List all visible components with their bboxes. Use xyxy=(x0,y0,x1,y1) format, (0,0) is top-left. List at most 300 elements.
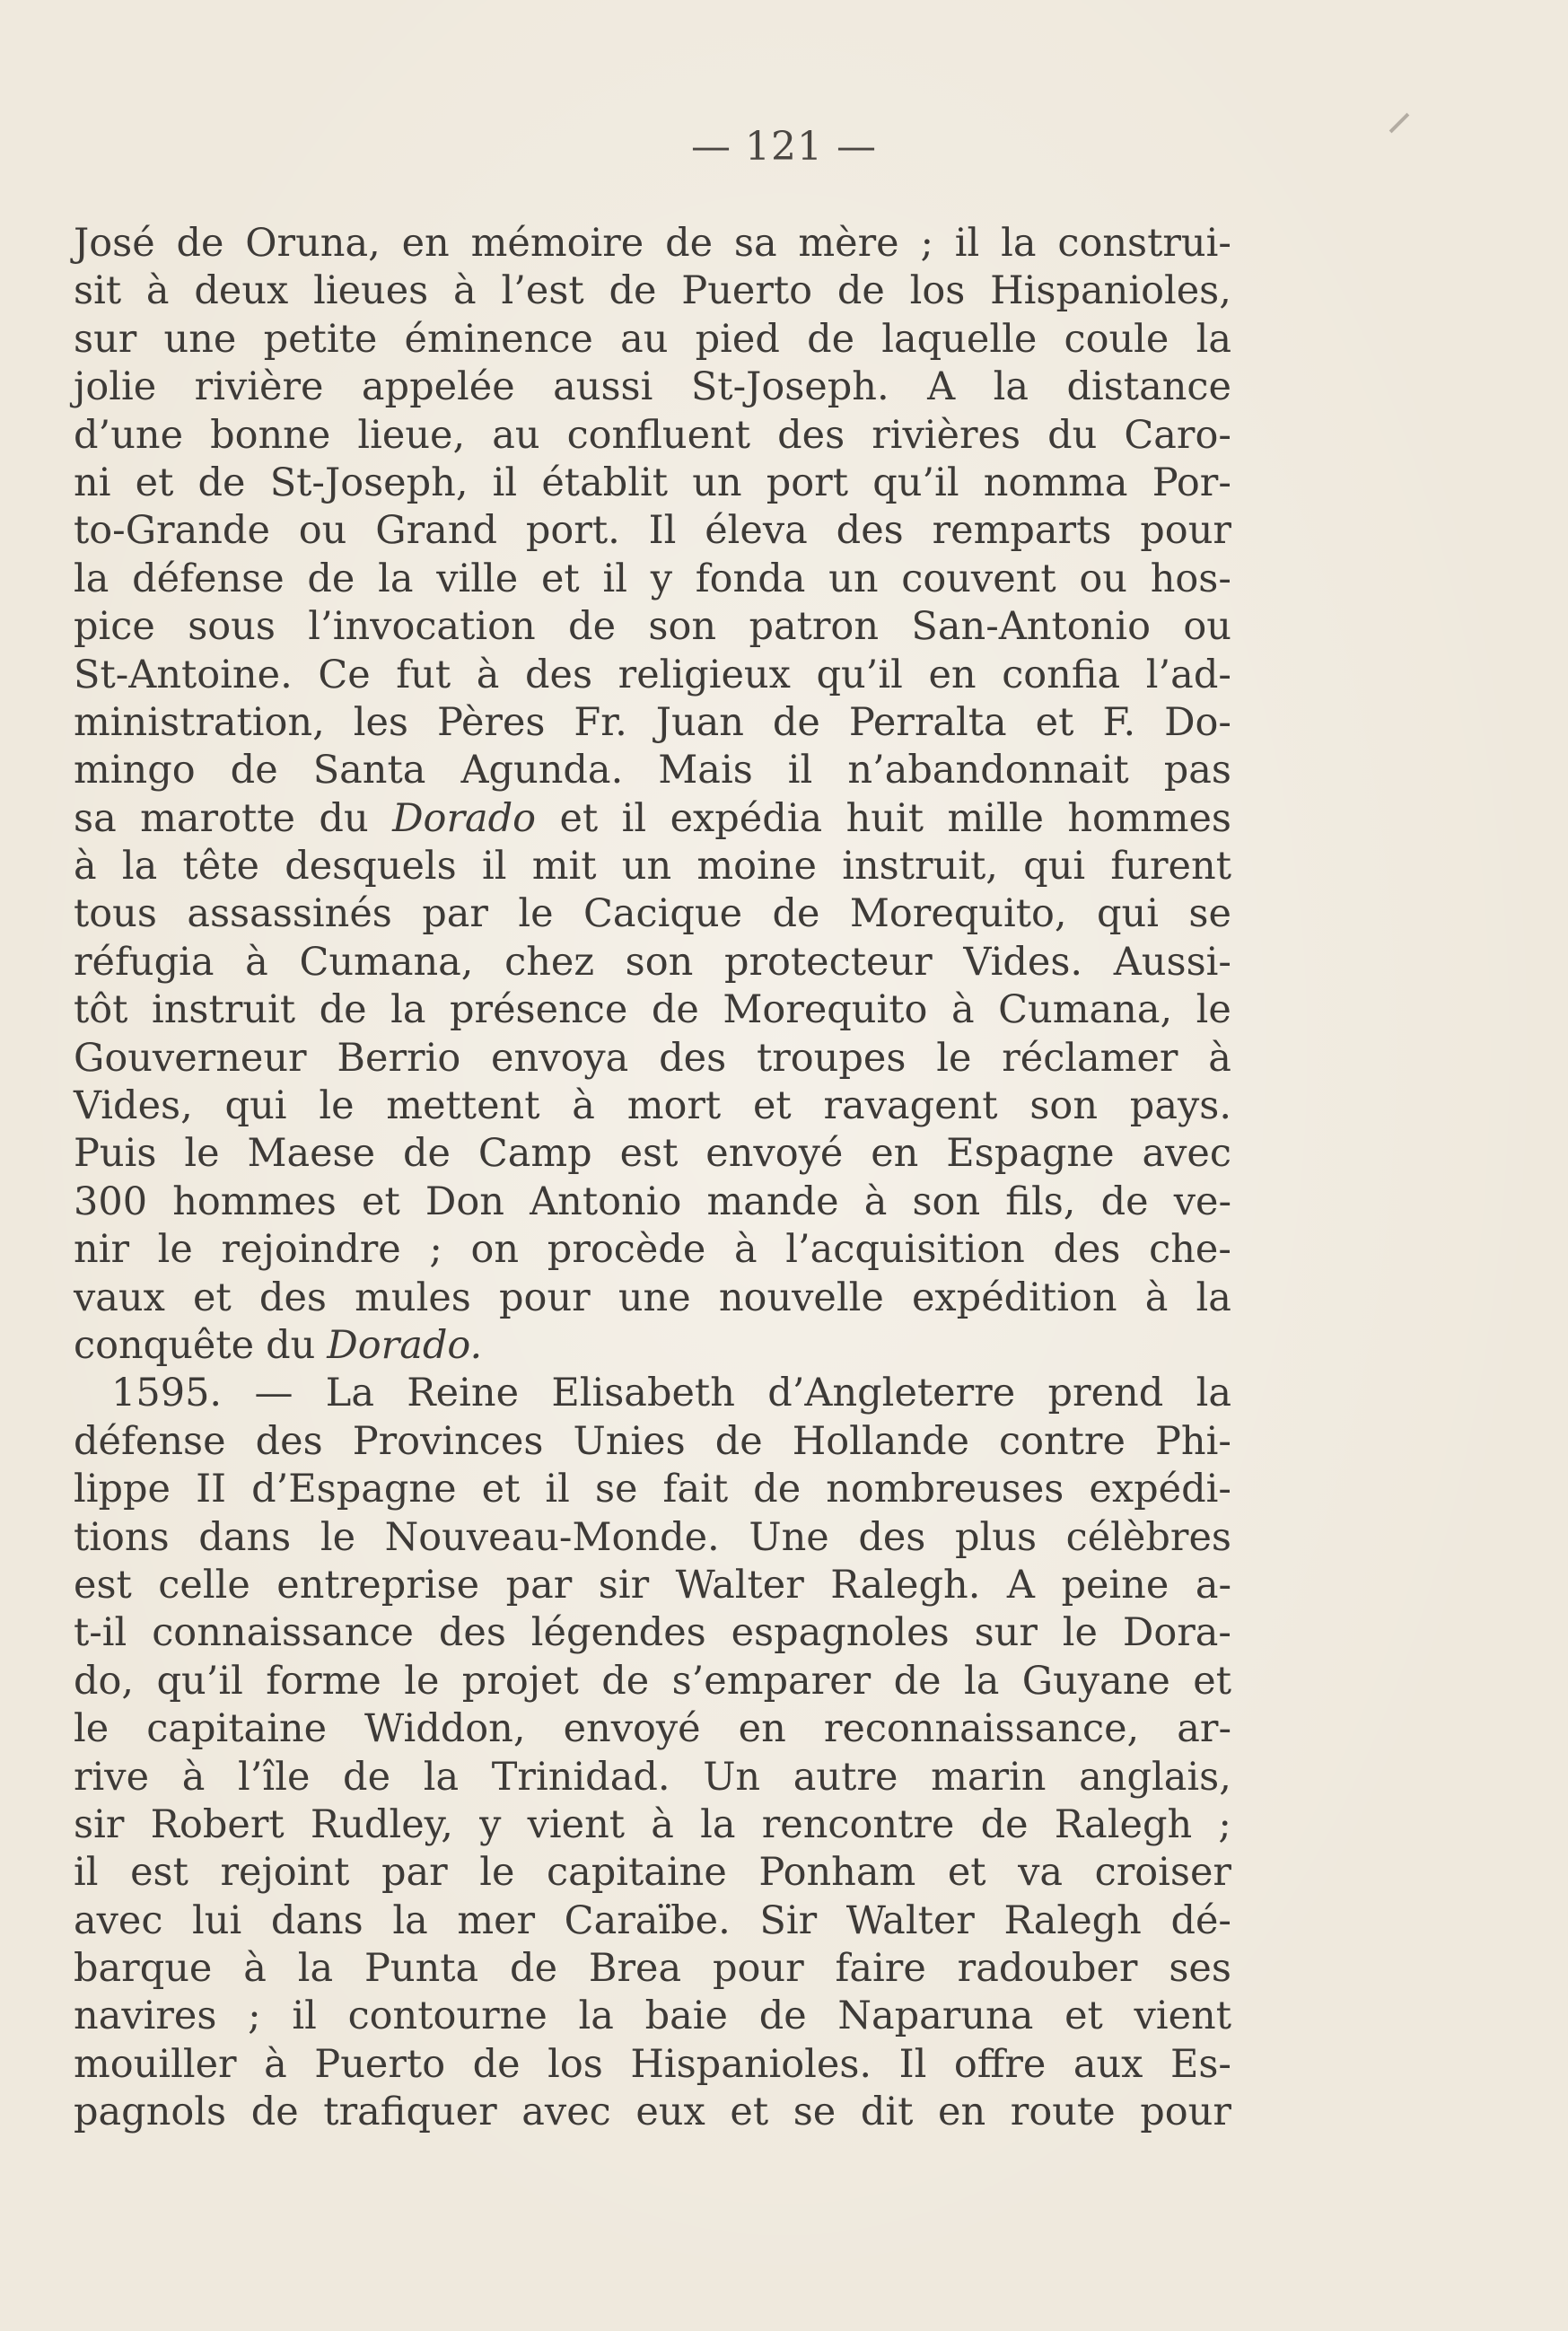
text-line xyxy=(74,1514,1231,1562)
word: Brea xyxy=(588,1946,682,1992)
word: établit xyxy=(541,460,669,505)
word: Provinces xyxy=(352,1418,544,1464)
word: la xyxy=(1196,1371,1231,1416)
word: trafiquer xyxy=(323,2090,497,2135)
word: en xyxy=(401,221,450,266)
word: qui xyxy=(1096,891,1159,937)
word: des xyxy=(858,1514,926,1560)
word: des xyxy=(525,652,593,697)
word: laquelle xyxy=(881,316,1038,362)
word: pied xyxy=(695,316,780,362)
word: sa xyxy=(74,795,117,841)
word: ; xyxy=(429,1227,442,1273)
text-line xyxy=(74,220,1231,267)
word: par xyxy=(422,891,488,937)
word: hommes xyxy=(172,1179,337,1224)
word: va xyxy=(1018,1850,1064,1896)
word: ; xyxy=(1218,1801,1231,1847)
word: Unies xyxy=(573,1418,686,1464)
word: reconnaissance, xyxy=(823,1706,1140,1752)
word: le xyxy=(74,1706,109,1752)
word: et xyxy=(730,2090,769,2135)
word: avec xyxy=(521,2090,611,2135)
word: offre xyxy=(953,2041,1047,2087)
word: rivières xyxy=(872,412,1021,458)
word: pice xyxy=(74,604,155,650)
word: Caraïbe. xyxy=(564,1897,731,1943)
word: la xyxy=(423,1754,460,1800)
word: la xyxy=(390,987,426,1033)
word: lieue, xyxy=(357,412,466,458)
word: l’ad- xyxy=(1145,652,1231,697)
word: de xyxy=(807,316,855,362)
word: Puerto xyxy=(314,2041,446,2087)
word: qu’il xyxy=(156,1658,243,1704)
word: Walter xyxy=(675,1562,804,1608)
word: y xyxy=(650,556,672,601)
word: assassinés xyxy=(187,891,392,937)
word: remparts xyxy=(932,508,1112,554)
word: ministration, xyxy=(74,699,325,745)
word: fut xyxy=(396,652,451,697)
word: avec xyxy=(1142,1131,1231,1177)
word: Caro- xyxy=(1124,412,1231,458)
word: che- xyxy=(1149,1227,1231,1273)
word: rejoint xyxy=(220,1850,350,1896)
word: Espagne xyxy=(946,1131,1115,1177)
word: Gouverneur xyxy=(74,1035,307,1081)
word: faire xyxy=(835,1946,926,1992)
word: réfugia xyxy=(74,939,215,985)
word: et xyxy=(1035,699,1074,745)
word: par xyxy=(505,1562,573,1608)
word: de xyxy=(250,2090,299,2135)
word: St-Joseph, xyxy=(269,460,469,505)
word: le xyxy=(404,1658,440,1704)
word: expédition xyxy=(911,1275,1117,1320)
text-line xyxy=(74,1035,1231,1082)
word: en xyxy=(738,1706,786,1752)
word: Camp xyxy=(477,1131,592,1177)
word: desquels xyxy=(285,844,457,889)
word: nomma xyxy=(983,460,1128,505)
word: construi- xyxy=(1057,221,1231,266)
word: Es- xyxy=(1169,2041,1231,2087)
word: procède xyxy=(547,1227,706,1273)
text-line xyxy=(74,364,1231,411)
word: à xyxy=(145,268,170,314)
word: envoyé xyxy=(563,1706,701,1752)
text-line xyxy=(74,1466,1231,1513)
word: mer xyxy=(457,1897,536,1943)
word: vaux xyxy=(74,1275,165,1320)
word: tions xyxy=(74,1514,170,1560)
text-line xyxy=(74,603,1231,651)
word: rencontre xyxy=(761,1801,955,1847)
word: se xyxy=(594,1467,638,1512)
word: marotte xyxy=(140,795,295,841)
word: Pères xyxy=(436,699,546,745)
word: la xyxy=(578,1994,614,2039)
word: est xyxy=(74,1562,132,1608)
word: pour xyxy=(1140,508,1231,554)
word: Widdon, xyxy=(364,1706,526,1752)
word: Perralta xyxy=(848,699,1007,745)
word: la xyxy=(121,844,158,889)
word: Dora- xyxy=(1122,1610,1231,1656)
text-line xyxy=(74,2041,1231,2089)
word: sir xyxy=(74,1801,125,1847)
word: la xyxy=(1196,316,1231,362)
word: la xyxy=(993,364,1029,410)
word: tôt xyxy=(74,987,128,1033)
word: mémoire xyxy=(470,221,644,266)
word: y xyxy=(479,1801,502,1847)
word: d’Espagne xyxy=(251,1467,457,1512)
word: Puerto xyxy=(681,268,813,314)
text-line xyxy=(74,699,1231,747)
word: anglais, xyxy=(1079,1754,1231,1800)
word: à xyxy=(243,1946,267,1992)
word: pour xyxy=(499,1275,591,1320)
word: pour xyxy=(712,1946,804,1992)
word: furent xyxy=(1110,844,1231,889)
word: à xyxy=(572,1083,595,1129)
word: fonda xyxy=(695,556,806,601)
word: San-Antonio xyxy=(911,604,1151,650)
text-line xyxy=(74,1993,1231,2040)
word: de xyxy=(893,1658,942,1704)
word: qu’il xyxy=(872,460,959,505)
word: rivière xyxy=(194,364,324,410)
word: est xyxy=(130,1850,188,1896)
word: il xyxy=(481,844,507,889)
word: distance xyxy=(1066,364,1231,410)
word: une xyxy=(163,316,237,362)
word: l’île xyxy=(238,1754,311,1800)
word: Juan xyxy=(655,699,744,745)
text-line xyxy=(74,1226,1231,1274)
word: confluent xyxy=(566,412,751,458)
word: et xyxy=(540,556,580,601)
word: ou xyxy=(1183,604,1231,650)
word: Cumana, xyxy=(998,987,1173,1033)
word: légendes xyxy=(530,1610,706,1656)
word: et xyxy=(752,1083,792,1129)
text-line xyxy=(74,1754,1231,1801)
word: célèbres xyxy=(1065,1514,1231,1560)
word: contourne xyxy=(347,1994,547,2039)
word: à xyxy=(1208,1035,1231,1081)
word: ni xyxy=(74,460,111,505)
word: radouber xyxy=(957,1946,1138,1992)
word: tête xyxy=(182,844,259,889)
word: le xyxy=(479,1850,515,1896)
word: la xyxy=(1196,1275,1231,1320)
text-line xyxy=(74,316,1231,364)
word: Ponham xyxy=(758,1850,916,1896)
word: expédia xyxy=(670,795,823,841)
text-line xyxy=(74,652,1231,699)
word: pas xyxy=(1163,748,1231,793)
word: dit xyxy=(860,2090,914,2135)
word: de xyxy=(772,699,820,745)
word: Nouveau-Monde. xyxy=(384,1514,720,1560)
word: Agunda. xyxy=(460,748,624,793)
text-line xyxy=(74,1609,1231,1657)
word: n’abandonnait xyxy=(847,748,1129,793)
word: qui xyxy=(224,1083,287,1129)
page-number: — 121 — xyxy=(691,124,877,170)
word: par xyxy=(381,1850,448,1896)
word: plus xyxy=(954,1514,1038,1560)
word: Elisabeth xyxy=(551,1371,735,1416)
word: en xyxy=(871,1131,919,1177)
word: il xyxy=(621,795,647,841)
word: à xyxy=(863,1179,888,1224)
word: port. xyxy=(525,508,620,554)
word: St-Joseph. xyxy=(690,364,889,410)
word: les xyxy=(353,699,409,745)
word: sous xyxy=(188,604,276,650)
word: le xyxy=(936,1035,972,1081)
word: de xyxy=(1100,1179,1149,1224)
word: pays. xyxy=(1129,1083,1231,1129)
text-line xyxy=(74,1082,1231,1130)
word: se xyxy=(1188,891,1231,937)
word: et xyxy=(135,460,174,505)
word: nouvelle xyxy=(718,1275,884,1320)
word: du xyxy=(1047,412,1098,458)
word: fils, xyxy=(1005,1179,1076,1224)
word: A xyxy=(927,364,956,410)
word: conquête xyxy=(74,1322,255,1368)
word: Vides, xyxy=(74,1083,193,1129)
word: ville xyxy=(436,556,519,601)
word: Morequito, xyxy=(849,891,1067,937)
word: ou xyxy=(298,508,347,554)
word: la xyxy=(392,1897,428,1943)
word: Ralegh xyxy=(1054,1801,1193,1847)
word: de xyxy=(772,891,820,937)
word: à xyxy=(476,652,500,697)
word: deux xyxy=(194,268,289,314)
word: envoya xyxy=(491,1035,629,1081)
word: et xyxy=(1064,1994,1103,2039)
word: et xyxy=(193,1275,232,1320)
word: il xyxy=(602,556,627,601)
text-line xyxy=(74,1275,1231,1322)
word: — xyxy=(254,1371,293,1416)
word: de xyxy=(753,1467,802,1512)
word: La xyxy=(325,1371,374,1416)
word: nir xyxy=(74,1227,130,1273)
word: ravagent xyxy=(823,1083,998,1129)
word: marin xyxy=(931,1754,1047,1800)
word: Robert xyxy=(150,1801,285,1847)
word: éleva xyxy=(705,508,808,554)
word: Por- xyxy=(1152,460,1231,505)
word: des xyxy=(777,412,845,458)
text-line xyxy=(74,1801,1231,1849)
word: a- xyxy=(1195,1562,1231,1608)
word: entreprise xyxy=(276,1562,480,1608)
word: sir xyxy=(598,1562,650,1608)
word: couvent xyxy=(901,556,1056,601)
word: à xyxy=(74,844,97,889)
word: Hispanioles, xyxy=(990,268,1231,314)
word: hos- xyxy=(1150,556,1231,601)
word: t-il xyxy=(74,1610,127,1656)
text-line xyxy=(74,1370,1231,1417)
word: Santa xyxy=(312,748,426,793)
text-line xyxy=(74,1897,1231,1945)
word: José xyxy=(74,221,155,266)
word: de xyxy=(714,1418,763,1464)
word: Antonio xyxy=(530,1179,682,1224)
word: un xyxy=(828,556,879,601)
word: Puis xyxy=(74,1131,157,1177)
word: religieux xyxy=(618,652,791,697)
word: de xyxy=(176,221,224,266)
text-line xyxy=(74,1179,1231,1226)
word: huit xyxy=(845,795,924,841)
text-line xyxy=(74,1562,1231,1609)
word: à xyxy=(453,268,477,314)
word: dans xyxy=(270,1897,364,1943)
word: est xyxy=(619,1131,679,1177)
word: croiser xyxy=(1094,1850,1231,1896)
word: en xyxy=(938,2090,986,2135)
word: Hispanioles. xyxy=(630,2041,872,2087)
word: petite xyxy=(263,316,378,362)
word: de xyxy=(343,1754,391,1800)
word: jolie xyxy=(74,364,157,410)
word: do, xyxy=(74,1658,135,1704)
word: de xyxy=(230,748,278,793)
word: l’est xyxy=(501,268,584,314)
word: F. xyxy=(1102,699,1136,745)
word: de xyxy=(609,268,657,314)
word: à xyxy=(1144,1275,1169,1320)
word: Phi- xyxy=(1154,1418,1231,1464)
word: Morequito xyxy=(723,987,928,1033)
word: tous xyxy=(74,891,157,937)
word: navires xyxy=(74,1994,217,2039)
word: d’une xyxy=(74,412,184,458)
word: de xyxy=(510,1946,558,1992)
word: des xyxy=(438,1610,506,1656)
word: connaissance xyxy=(152,1610,414,1656)
word: to-Grande xyxy=(74,508,270,554)
word: à xyxy=(733,1227,758,1273)
text-line xyxy=(74,412,1231,460)
word: Sir xyxy=(759,1897,818,1943)
word: de xyxy=(651,987,699,1033)
word: capitaine xyxy=(547,1850,727,1896)
word: son xyxy=(648,604,717,650)
word: mit xyxy=(531,844,597,889)
word: autre xyxy=(793,1754,898,1800)
word: capitaine xyxy=(146,1706,328,1752)
word: de xyxy=(568,604,617,650)
word: le xyxy=(320,1514,356,1560)
word: de xyxy=(758,1994,807,2039)
word: Maese xyxy=(247,1131,376,1177)
word: Don xyxy=(425,1179,504,1224)
word: le xyxy=(1196,987,1231,1033)
word: dé- xyxy=(1170,1897,1231,1943)
text-line xyxy=(74,795,1231,843)
word: espagnoles xyxy=(731,1610,950,1656)
word: à xyxy=(181,1754,206,1800)
text-line xyxy=(74,1322,1231,1370)
text-line xyxy=(74,507,1231,555)
word: Aussi- xyxy=(1113,939,1231,985)
word: Reine xyxy=(407,1371,520,1416)
word: il xyxy=(545,1467,570,1512)
word: Dorado. xyxy=(327,1322,483,1368)
word: la xyxy=(378,556,414,601)
word: éminence xyxy=(404,316,593,362)
word: mules xyxy=(355,1275,471,1320)
word: appelée xyxy=(361,364,515,410)
word: le xyxy=(518,891,554,937)
word: au xyxy=(620,316,669,362)
word: lui xyxy=(192,1897,242,1943)
word: Ce xyxy=(318,652,371,697)
word: à xyxy=(651,1801,674,1847)
word: mort xyxy=(626,1083,722,1129)
word: aussi xyxy=(553,364,653,410)
word: instruit xyxy=(151,987,296,1033)
word: la xyxy=(297,1946,334,1992)
word: peine xyxy=(1061,1562,1169,1608)
word: mouiller xyxy=(74,2041,237,2087)
word: une xyxy=(618,1275,691,1320)
word: se xyxy=(793,2090,837,2135)
word: bonne xyxy=(210,412,331,458)
word: défense xyxy=(74,1418,226,1464)
word: de xyxy=(197,460,246,505)
word: et xyxy=(947,1850,986,1896)
word: son xyxy=(625,939,694,985)
word: l’acquisition xyxy=(785,1227,1025,1273)
word: son xyxy=(912,1179,981,1224)
word: vient xyxy=(1134,1994,1231,2039)
word: 300 xyxy=(74,1179,148,1224)
word: d’Angleterre xyxy=(767,1371,1016,1416)
word: des xyxy=(258,1275,327,1320)
word: Ralegh xyxy=(1003,1897,1142,1943)
word: du xyxy=(266,1322,316,1368)
word: Walter xyxy=(845,1897,975,1943)
word: ou xyxy=(1079,556,1127,601)
word: prend xyxy=(1047,1371,1164,1416)
word: projet xyxy=(461,1658,579,1704)
word: à xyxy=(245,939,268,985)
word: los xyxy=(909,268,966,314)
text-line xyxy=(74,267,1231,315)
word: Punta xyxy=(364,1946,479,1992)
word: sur xyxy=(74,316,137,362)
word: de xyxy=(307,556,355,601)
word: mande xyxy=(706,1179,839,1224)
word: on xyxy=(470,1227,520,1273)
word: Guyane xyxy=(1021,1658,1170,1704)
word: un xyxy=(692,460,742,505)
word: ; xyxy=(248,1994,261,2039)
